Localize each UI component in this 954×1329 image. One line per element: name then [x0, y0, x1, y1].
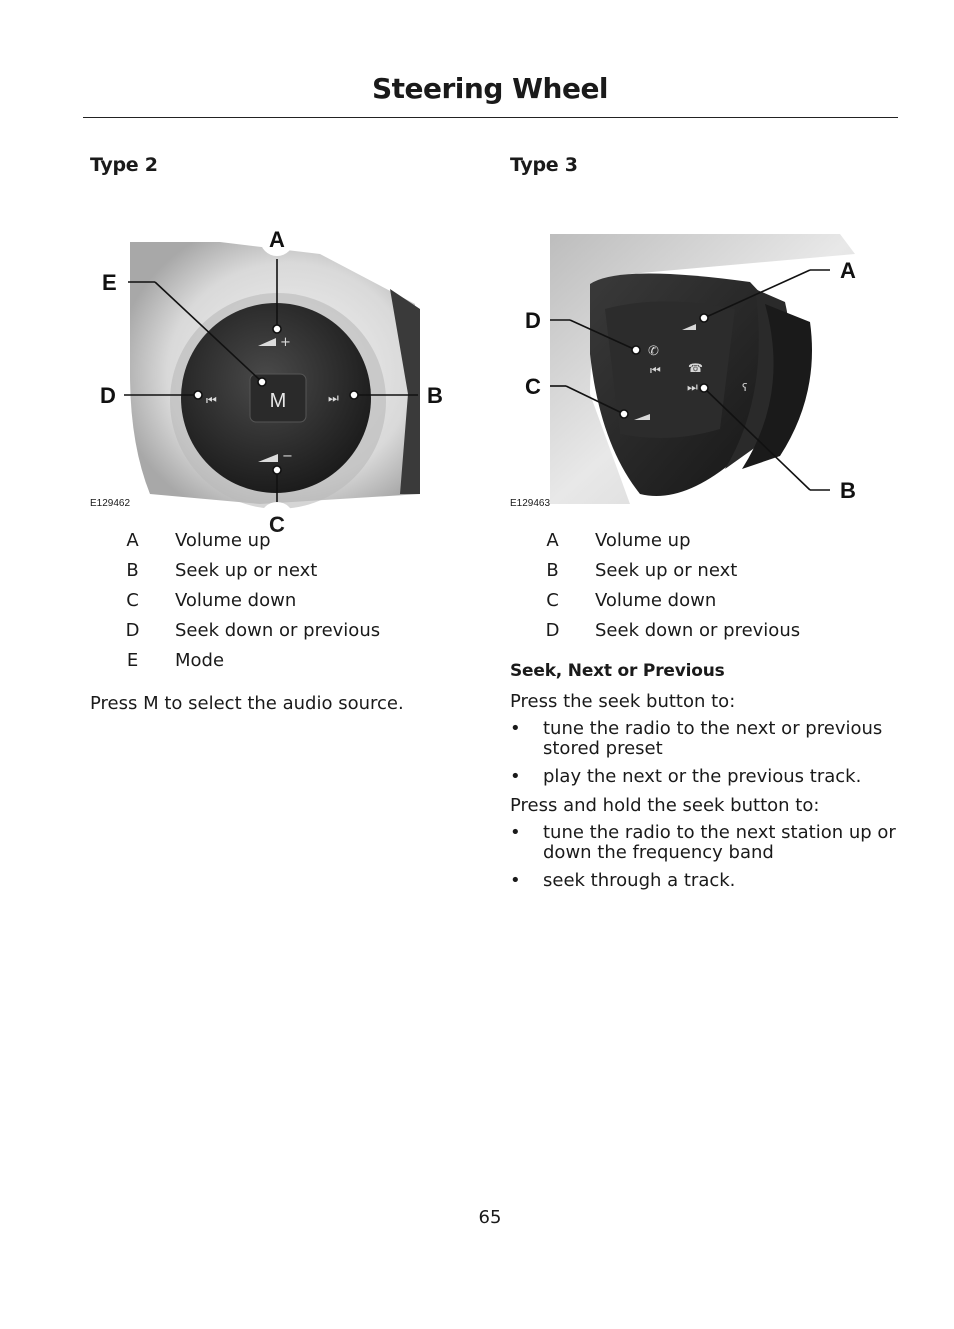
legend-text: Volume down	[175, 589, 297, 611]
callout-d: D	[525, 308, 541, 333]
callout-b: B	[840, 478, 856, 503]
callout-b: B	[427, 383, 443, 408]
legend-text: Mode	[175, 649, 225, 671]
legend-key: E	[126, 649, 139, 671]
legend-key: C	[546, 589, 559, 611]
legend-key: A	[546, 529, 559, 551]
bullet-marker: •	[510, 766, 521, 787]
type3-figure	[510, 194, 900, 509]
press-bullet-list	[510, 719, 900, 787]
page-number: 65	[478, 1207, 502, 1228]
legend-row	[90, 615, 470, 645]
type2-column	[90, 150, 470, 715]
callout-c: C	[525, 374, 541, 399]
page-title: Steering Wheel	[371, 72, 609, 105]
list-item	[510, 719, 900, 759]
seek-next-icon: ⏭	[687, 380, 698, 394]
bullet-marker: •	[510, 870, 521, 891]
voice-icon: ʕ	[742, 381, 748, 394]
list-item	[510, 823, 900, 863]
bullet-text: seek through a track.	[543, 870, 736, 891]
callout-c: C	[269, 512, 285, 537]
type2-heading: Type 2	[90, 154, 158, 176]
legend-key: B	[126, 559, 139, 581]
legend-row	[90, 555, 470, 585]
legend-key: B	[546, 559, 559, 581]
seek-previous-icon: ⏮	[650, 363, 661, 377]
seek-previous-icon: ⏮	[206, 393, 217, 407]
list-item	[510, 871, 900, 891]
legend-text: Seek up or next	[175, 559, 318, 581]
bullet-text: tune the radio to the next or previous stored preset	[543, 718, 883, 759]
hold-bullet-list	[510, 823, 900, 891]
type2-illustration	[90, 194, 470, 509]
legend-text: Seek down or previous	[175, 619, 381, 641]
legend-text: Volume up	[175, 529, 271, 551]
callout-e: E	[102, 270, 117, 295]
type3-illustration	[510, 194, 900, 509]
type3-figure-id: E129463	[510, 498, 551, 509]
legend-key: D	[125, 619, 140, 641]
phone-accept-icon: ✆	[648, 344, 659, 359]
press-intro: Press the seek button to:	[510, 691, 736, 712]
type3-legend	[510, 525, 900, 645]
legend-row	[510, 585, 900, 615]
legend-key: A	[126, 529, 139, 551]
title-divider	[83, 117, 898, 118]
legend-text: Volume up	[595, 529, 691, 551]
seek-next-icon: ⏭	[328, 391, 339, 405]
seek-subheading: Seek, Next or Previous	[510, 661, 725, 681]
legend-row	[90, 585, 470, 615]
hold-intro: Press and hold the seek button to:	[510, 795, 820, 816]
bullet-marker: •	[510, 822, 521, 843]
svg-text:−: −	[282, 449, 293, 464]
callout-a: A	[269, 227, 285, 252]
callout-a: A	[840, 258, 856, 283]
legend-text: Seek up or next	[595, 559, 738, 581]
legend-row	[510, 525, 900, 555]
legend-row	[90, 645, 470, 675]
legend-text: Volume down	[595, 589, 717, 611]
bullet-marker: •	[510, 718, 521, 739]
phone-end-icon: ☎	[688, 361, 703, 375]
type3-heading: Type 3	[510, 154, 578, 176]
type2-figure	[90, 194, 470, 537]
type3-column	[510, 150, 900, 899]
legend-row	[510, 615, 900, 645]
legend-key: D	[545, 619, 560, 641]
legend-key: C	[126, 589, 139, 611]
bullet-text: play the next or the previous track.	[543, 766, 862, 787]
mode-button-label: M	[269, 390, 287, 412]
bullet-text: tune the radio to the next station up or down the frequency band	[543, 822, 896, 863]
type2-figure-id: E129462	[90, 498, 131, 509]
type2-note: Press M to select the audio source.	[90, 693, 404, 714]
list-item	[510, 767, 900, 787]
legend-text: Seek down or previous	[595, 619, 801, 641]
callout-d: D	[100, 383, 116, 408]
type2-legend	[90, 525, 470, 675]
svg-text:+: +	[280, 335, 291, 350]
legend-row	[510, 555, 900, 585]
